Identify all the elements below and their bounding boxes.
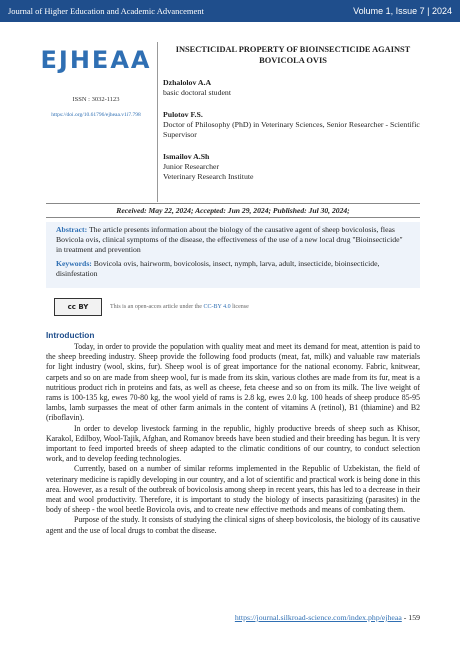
paragraph: In order to develop livestock farming in the republic, highly productive breeds of sheep such as Khisor, Karakol, Edilboy, Wool-Tajik, Afghan, and Romanov breeds have been studied and their breeding has begun. It is very important to feed imported breeds of sheep adapted to the climatic conditions of our country, to conduct selection work, and to develop feeding technologies. [46, 423, 420, 464]
divider-bottom [46, 217, 420, 218]
journal-url[interactable]: https://journal.silkroad-science.com/index.php/ejheaa [234, 613, 402, 622]
issn: ISSN : 3032-1123 [72, 96, 120, 103]
license-row [54, 298, 249, 316]
author-3 [163, 152, 423, 182]
keywords-text: Bovicola ovis, hairworm, bovicolosis, insect, nymph, larva, adult, insecticide, bioinsecticide, disinfestation [56, 259, 380, 278]
intro-body [46, 342, 420, 536]
author-name: Ismailov A.Sh [163, 152, 210, 161]
author-2 [163, 110, 423, 140]
article-title: INSECTICIDAL PROPERTY OF BIOINSECTICIDE AGAINST BOVICOLA OVIS [175, 45, 411, 65]
license-link[interactable]: CC-BY 4.0 [203, 304, 231, 310]
abstract-box [46, 222, 420, 288]
paragraph: Today, in order to provide the population with quality meat and meet its demand for meat, attention is paid to the sheep breeding industry. Sheep provide the following food products (meat, fat, milk) and valuable raw materials for light industry (wool, skins, fur). Sheep wool is of great importance for the national economy. Fabric, knitwear, carpets and so on are made from sheep wool, fur is made from its skin, various clothes are made from its fur, meat is a nutritious product rich in proteins and fats, as well as cheese, feta cheese and so on from its milk. The live weight of rams is 100-135 kg, ewes 70-80 kg, the wool yield of rams is 2.8 kg, ewes 2.0 kg. 100 heads of sheep produce 85-95 lambs, lamb surpasses the meat of other farm animals in the content of vitamins A (retinol), B1 (thiamine) and B2 (riboflavin). [46, 342, 420, 423]
article-header [163, 44, 423, 182]
journal-header-bar [0, 0, 460, 22]
keywords-label: Keywords: [56, 259, 92, 268]
author-1 [163, 78, 423, 98]
publication-dates: Received: May 22, 2024; Accepted: Jun 29, 2024; Published: Jul 30, 2024; [116, 206, 350, 215]
author-name: Dzhalolov A.A [163, 78, 212, 87]
journal-info [40, 46, 152, 118]
doi-link[interactable]: https://doi.org/10.61796/ejheaa.v1i7.798 [51, 112, 141, 118]
paragraph: Currently, based on a number of similar reforms implemented in the Republic of Uzbekistan, the field of veterinary medicine is rapidly developing in our country, and a lot of scientific and practical work is being done in this area. However, as a result of the outbreak of bovicolosis among sheep in recent years, this has led to a decrease in their meat and wool productivity. Therefore, it is important to study the biology of insects parasitizing (parasites) in the body of sheep - the wool beetle Bovicola ovis, and to create new effective methods and means of combating them. [46, 464, 420, 515]
paragraph: Purpose of the study. It consists of studying the clinical signs of sheep bovicolosis, the biology of its causative agent and the use of local drugs to combat the disease. [46, 515, 420, 535]
abstract-label: Abstract: [56, 225, 88, 234]
abstract-text: The article presents information about the biology of the causative agent of sheep bovicolosis, fleas Bovicola ovis, clinical symptoms of the disease, the effectiveness of the use of a new local drug "Bioinsecticide" in treatment and prevention [56, 225, 403, 254]
column-divider [157, 42, 158, 202]
license-prefix: This is an open-acces article under the [110, 304, 202, 310]
volume-issue: Volume 1, Issue 7 | 2024 [353, 6, 452, 16]
page-number: - 159 [403, 613, 420, 622]
license-text [110, 304, 249, 310]
license-suffix: license [232, 304, 249, 310]
page-footer [235, 613, 420, 622]
divider-top [46, 203, 420, 204]
author-name: Pulotov F.S. [163, 110, 203, 119]
journal-name: Journal of Higher Education and Academic Advancement [8, 6, 204, 16]
author-role: Junior Researcher Veterinary Research Institute [163, 162, 254, 181]
journal-logo: EJHEAA [40, 46, 152, 74]
section-heading: Introduction [46, 330, 95, 340]
cc-by-icon: cc BY [54, 298, 102, 316]
abstract [56, 225, 410, 255]
author-role: Doctor of Philosophy (PhD) in Veterinary Sciences, Senior Researcher - Scientific Supervisor [163, 120, 420, 139]
keywords [56, 259, 410, 279]
author-role: basic doctoral student [163, 88, 231, 97]
